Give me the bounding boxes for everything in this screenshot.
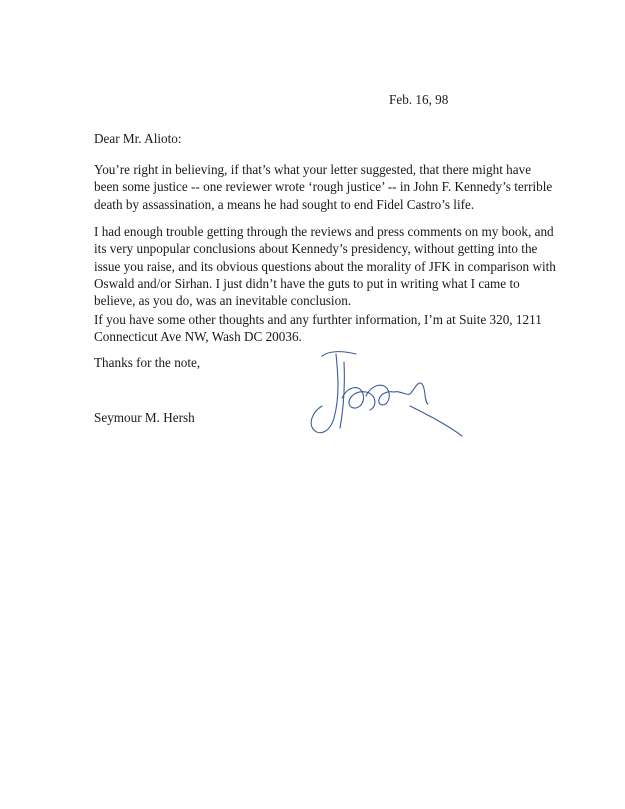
paragraph-line: been some justice -- one reviewer wrote ‘rough justice’ -- in John F. Kennedy’s terrible bbox=[94, 179, 553, 195]
handwritten-signature bbox=[300, 340, 475, 450]
paragraph-line: issue you raise, and its obvious questions about the morality of JFK in comparison with bbox=[94, 258, 556, 274]
signature-stroke bbox=[410, 406, 462, 436]
paragraph-line: believe, as you do, was an inevitable conclusion. bbox=[94, 293, 352, 309]
letter-date: Feb. 16, 98 bbox=[389, 92, 449, 107]
paragraph-line: Connecticut Ave NW, Wash DC 20036. bbox=[94, 329, 302, 345]
signature-stroke bbox=[311, 354, 338, 433]
paragraph-line: You’re right in believing, if that’s what your letter suggested, that there might have bbox=[94, 162, 532, 177]
salutation: Dear Mr. Alioto: bbox=[94, 131, 182, 146]
paragraph-line: If you have some other thoughts and any furthter information, I’m at Suite 320, 1211 bbox=[94, 312, 542, 327]
signature-stroke bbox=[394, 383, 428, 404]
paragraph-2 bbox=[94, 223, 554, 309]
signer-name: Seymour M. Hersh bbox=[94, 410, 195, 425]
paragraph-1 bbox=[94, 161, 554, 213]
paragraph-line: I had enough trouble getting through the reviews and press comments on my book, and bbox=[94, 224, 554, 239]
paragraph-line: Oswald and/or Sirhan. I just didn’t have the guts to put in writing what I came to bbox=[94, 275, 520, 291]
paragraph-line: death by assassination, a means he had sought to end Fidel Castro’s life. bbox=[94, 196, 475, 212]
signature-stroke bbox=[366, 385, 394, 405]
signature-stroke bbox=[342, 388, 375, 410]
paragraph-line: its very unpopular conclusions about Kennedy’s presidency, without getting into the bbox=[94, 241, 538, 257]
signature-stroke bbox=[322, 352, 356, 356]
closing: Thanks for the note, bbox=[94, 355, 201, 370]
